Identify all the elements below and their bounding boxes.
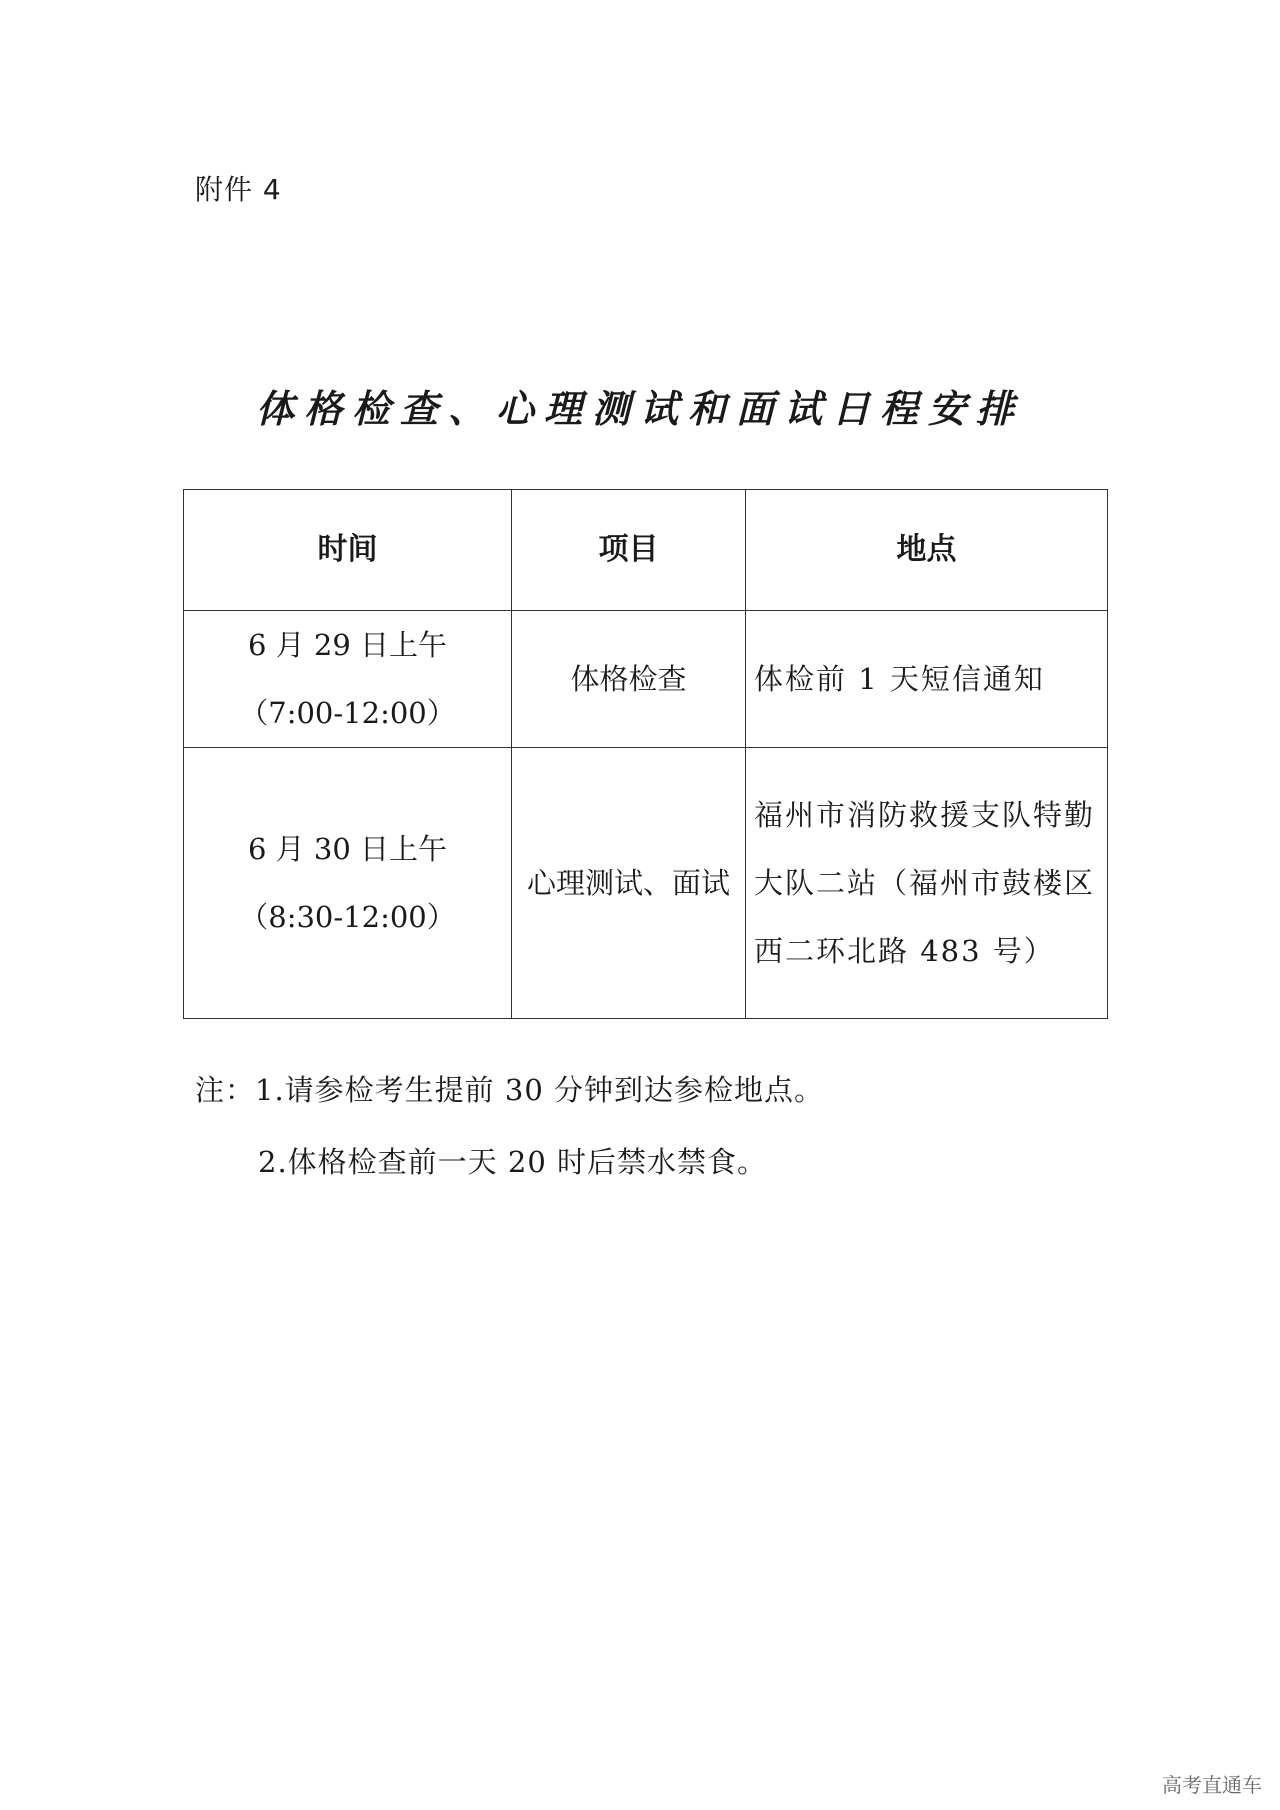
time-cell <box>184 748 512 1019</box>
location-cell: 福州市消防救援支队特勤大队二站（福州市鼓楼区西二环北路 483 号） <box>746 748 1108 1019</box>
time-range: （8:30-12:00） <box>239 900 456 934</box>
header-location: 地点 <box>746 490 1108 611</box>
header-item: 项目 <box>512 490 746 611</box>
note-line-1: 注：1.请参检考生提前 30 分钟到达参检地点。 <box>195 1073 825 1107</box>
document-title: 体格检查、心理测试和面试日程安排 <box>255 386 1024 431</box>
schedule-table <box>183 489 1108 1019</box>
item-cell: 体格检查 <box>512 611 746 748</box>
time-date: 6 月 30 日上午 <box>247 832 447 866</box>
table-row <box>184 748 1108 1019</box>
attachment-label: 附件 4 <box>195 173 282 206</box>
table-header-row <box>184 490 1108 611</box>
watermark: 高考直通车 <box>1162 1773 1262 1797</box>
time-date: 6 月 29 日上午 <box>247 628 447 662</box>
note-line-2: 2.体格检查前一天 20 时后禁水禁食。 <box>258 1145 768 1179</box>
item-cell: 心理测试、面试 <box>512 748 746 1019</box>
table-row <box>184 611 1108 748</box>
location-cell: 体检前 1 天短信通知 <box>746 611 1108 748</box>
header-time: 时间 <box>184 490 512 611</box>
time-cell <box>184 611 512 748</box>
time-range: （7:00-12:00） <box>239 696 456 730</box>
